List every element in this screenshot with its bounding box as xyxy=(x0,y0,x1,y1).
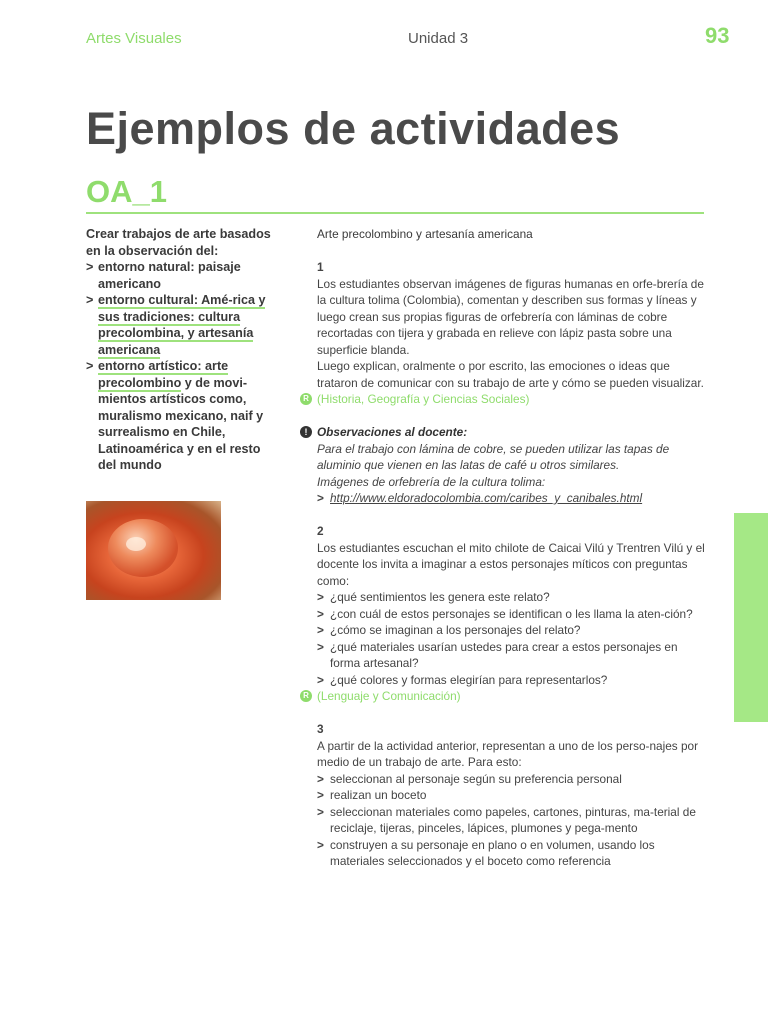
list-item: > construyen a su personaje en plano o en volumen, usando los materiales seleccionados y el boceto como referencia xyxy=(317,837,655,868)
chevron-right-icon: > xyxy=(317,623,324,637)
activity-text: A partir de la actividad anterior, representan a uno de los perso-najes por medio de un trabajo de arte. Para esto: xyxy=(317,738,699,769)
observations-text: Para el trabajo con lámina de cobre, se pueden utilizar las tapas de aluminio que vienen en las latas de café u otros similares. xyxy=(317,441,670,472)
exclamation-icon: ! xyxy=(300,426,312,438)
chevron-right-icon: > xyxy=(317,837,324,852)
list-item: > ¿con cuál de estos personajes se identifican o les llama la aten-ción? xyxy=(317,606,693,621)
chevron-right-icon: > xyxy=(86,260,94,274)
chevron-right-icon: > xyxy=(317,771,324,786)
linked-text[interactable]: entorno artístico: arte precolombino xyxy=(98,359,229,390)
side-tab xyxy=(734,513,768,722)
subject-link[interactable]: R (Historia, Geografía y Ciencias Sociales) xyxy=(317,391,705,408)
chevron-right-icon: > xyxy=(86,359,94,373)
activity-text: Los estudiantes escuchan el mito chilote de Caicai Vilú y Trentren Vilú y el docente los invita a imaginar a estos personajes míticos con preguntas como: xyxy=(317,540,705,588)
chevron-right-icon: > xyxy=(317,590,324,604)
list-item: > realizan un boceto xyxy=(317,788,427,802)
list-item xyxy=(317,490,705,507)
observations-heading: ! Observaciones al docente: xyxy=(317,424,705,441)
objective-item: > entorno artístico: arte precolombino y de movi-mientos artísticos como, muralismo mexicano, naif y surrealismo en Chile, Latinoamérica y en el resto del mundo xyxy=(86,359,264,472)
title-rule xyxy=(86,212,704,214)
activity-number: 3 xyxy=(317,722,324,736)
activity-number: 2 xyxy=(317,524,324,538)
chevron-right-icon: > xyxy=(86,293,94,307)
list-item: > ¿qué materiales usarían ustedes para crear a estos personajes en forma artesanal? xyxy=(317,639,678,670)
chevron-right-icon: > xyxy=(317,804,324,819)
page-title: Ejemplos de actividades xyxy=(86,103,621,154)
url-link[interactable]: http://www.eldoradocolombia.com/caribes_y_canibales.html xyxy=(330,491,643,505)
list-item: > ¿qué sentimientos les genera este relato? xyxy=(317,590,550,604)
chevron-right-icon: > xyxy=(317,788,324,802)
page-number: 93 xyxy=(705,23,730,48)
activities-column xyxy=(303,226,705,870)
subject-link[interactable]: R (Lenguaje y Comunicación) xyxy=(317,688,705,705)
list-item: > ¿qué colores y formas elegirían para representarlos? xyxy=(317,672,608,687)
chevron-right-icon: > xyxy=(317,639,324,654)
section-title: Arte precolombino y artesanía americana xyxy=(317,227,533,241)
chevron-right-icon: > xyxy=(317,672,324,687)
activity-text: Luego explican, oralmente o por escrito, las emociones o ideas que trataron de comunicar con su trabajo de arte y cómo se pueden visualizar. xyxy=(317,359,704,390)
linked-text[interactable]: entorno cultural: Amé-rica y sus tradiciones: cultura precolombina, y artesanía americana xyxy=(98,293,266,357)
chevron-right-icon: > xyxy=(317,606,324,621)
observations-text: Imágenes de orfebrería de la cultura tolima: xyxy=(317,474,546,489)
activity-text: Los estudiantes observan imágenes de figuras humanas en orfe-brería de la cultura tolima (Colombia), comentan y describen sus formas y líneas y luego crean sus propias figuras de orfebrería con láminas de cobre recortadas con tijera y grabada en relieve con lápiz pasta sobre una superficie blanda. xyxy=(317,276,704,357)
objective-list xyxy=(86,259,280,474)
activity-number: 1 xyxy=(317,260,324,274)
objective-item: > entorno natural: paisaje americano xyxy=(86,260,241,291)
list-item: > seleccionan materiales como papeles, cartones, pinturas, ma-terial de reciclaje, tijeras, pinceles, lápices, plumones y pega-mento xyxy=(317,804,696,835)
objective-item xyxy=(86,292,280,358)
list-item: > seleccionan al personaje según su preferencia personal xyxy=(317,771,622,786)
r-badge-icon: R xyxy=(300,393,312,405)
list-item: > ¿cómo se imaginan a los personajes del relato? xyxy=(317,623,581,637)
oa-code: OA_1 xyxy=(86,174,167,209)
header-unit: Unidad 3 xyxy=(408,30,469,47)
objective-intro: Crear trabajos de arte basados en la observación del: xyxy=(86,227,271,258)
header-subject: Artes Visuales xyxy=(86,30,182,47)
orfebreria-photo xyxy=(86,501,221,600)
chevron-right-icon: > xyxy=(317,491,324,505)
objective-column xyxy=(86,226,280,474)
r-badge-icon: R xyxy=(300,690,312,702)
